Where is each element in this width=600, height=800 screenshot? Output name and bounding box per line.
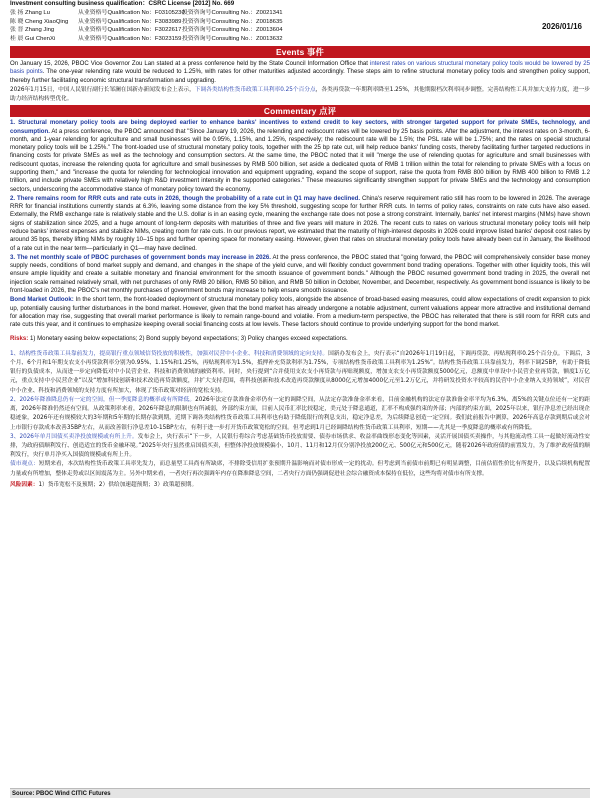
outlook-body: In the short term, the front-loaded deployment of structural monetary policy tools, alongside the absence of broad-based easing measures, could allow expectations of credit expansion to pick up, potentially causing further disturbances in the bond market. However, given that the bond market has already undergone a notable adjustment, current valuations appear more attractive and institutional demand for allocation may rise, suggesting that overall market performance is likely to remain range-bound and volatile. From a medium-term perspective, the PBOC has reiterated that there is still room for RRR cuts and rate cuts this year, and it continues to emphasize keeping overall social financing costs at low levels. These factors should continue to provide underlying support for the bond market.	[10, 296, 590, 329]
analyst-qualification: 从业资格号Qualification No：F3023159	[78, 35, 182, 42]
point-heading: 1. Structural monetary policy tools are being deployed earlier to enhance banks' incentives to extend credit to key sectors, with stronger targeted support for private SMEs, technology, and consumption.	[10, 119, 590, 135]
analyst-list	[10, 9, 302, 43]
point-body: At a press conference, the PBOC announced that "Since January 19, 2026, the relending and rediscount rates will be lowered by 25 basis points. After the adjustment, the interest rates on 3-month, 6-month, and 1-year relending for agriculture and small businesses will be 0.95%, 1.15%, and 1.25%, respectively; the rediscount rate will be 1.5%; the PSL rate will be 1.75%; and the rates on special structural monetary policy tools will be 1.25%." The front-loaded use of structural monetary policy tools, together with the 25 bp rate cut, will help reduce banks' funding costs, thereby facilitating further targeted reductions in financing costs for private SMEs as well as the technology and consumption sectors. At the same time, the PBOC noted that it will "merge the use of relending quotas for agriculture and small businesses with rediscount quotas, increase the relending quota for agriculture and small businesses by RMB 500 billion, set aside a dedicated quota of RMB 1 trillion within the total for relending to private SMEs with a focus on supporting them," and "increase the quota for relending for technological innovation and equipment upgrading, expand the scope of support, raise the quota from RMB 800 billion by RMB 400 billion to RMB 1.2 trillion, and include private SMEs with relatively high R&D investment intensity in the supported categories." These measures significantly strengthen support for private SMEs and the technology and consumption sectors, underscoring the accommodative stance of monetary policy toward the economy.	[10, 127, 590, 193]
commentary-point-3	[10, 254, 590, 295]
events-cn-text: ，各类再贷款一年期利率降至1.25%，其他期限档次利率同步调整。完善结构性工具并加大支持力度，进一步助力经济结构转型优化。	[10, 86, 590, 103]
analyst-qualification: 从业资格号Qualification No：F3022617	[78, 27, 182, 34]
analyst-row	[10, 35, 302, 44]
analyst-consulting: 投资咨询号Consulting No.：Z0021341	[182, 10, 283, 16]
events-en-text: . The one-year relending rate would be reduced to 1.25%, with rates for other maturities adjusted accordingly. These steps aim to refine structural monetary policy tools and strengthen policy support, thereby further facilitating economic structural transformation and upgrading.	[10, 68, 590, 84]
events-chinese	[10, 86, 590, 104]
report-date: 2026/01/16	[541, 22, 582, 31]
commentary-cn-point-1	[10, 350, 590, 396]
events-en-text: On January 15, 2026, PBOC Vice Governor Zou Lan stated at a press conference held by the State Council Information Office that	[10, 60, 370, 67]
analyst-consulting: 投资咨询号Consulting No.：Z0013604	[182, 27, 283, 34]
cn-risks-label: 风险因素：	[10, 481, 39, 488]
analyst-name: 陈 晓 Cheng XiaoQing	[10, 18, 69, 25]
cn-bond-outlook	[10, 460, 590, 478]
analyst-qualification: 从业资格号Qualification No：F03105230	[78, 10, 185, 16]
risks-line	[10, 335, 590, 343]
commentary-cn-point-3	[10, 433, 590, 461]
outlook-heading: Bond Market Outlook:	[10, 296, 74, 304]
commentary-point-2	[10, 195, 590, 253]
events-cn-highlight: 下调各类结构性货币政策工具利率0.25个百分点	[194, 86, 316, 93]
cn-point-body: 2026年法定存款准备金率仍有一定的调降空间，从法定存款准备金率来看，目前金融机构的法定存款准备金率平均为6.3%，离5%的关键点位还有一定的距离，2026年降准仍然还有空间。从政策利率来看，2026年降息的限制也有所减弱，外部约束方面，目前人民币汇率比较稳定，美元处于降息通道，汇率不构成强约束的外部；内部的约束方面，2025年以来，银行净息差已经出现企稳迹象，2026年还有规模较大的3年期和5年期的长期存款到期，近期下调各类结构性货币政策工具利率也有助于降低银行的利息支出，稳定净息差，为后续降息创造一定空间。我们此前报告中测算，2026年高息存款到期后或会对上市银行存款成本改善35BP左右，从而改善银行净息差10-15BP左右，有利于进一步打开货币政策宽松的空间。但考虑到1月已经调降结构性货币政策工具利率，短期——尤其是一季度降息的概率或有所降低。	[10, 396, 590, 431]
cn-point-body: 发布会上，央行表示“下一步，人民银行将综合考虑基础货币投放需要、债券市场供求、收益率曲线形态变化等因素，灵活开展国债买卖操作，与其他流动性工具一起做好流动性安排，为政府债顺利发行、创造适宜的货币金融环境。”2025年央行虽然重启国债买卖，但整体净投放规模偏小，10月、11月和12月仅分别净投放200亿元、500亿元和500亿元，随着2026年政府债的前置发力，为了维护政府债的顺利发行，央行单月净买入国债的规模或有所上升。	[10, 433, 590, 459]
commentary-point-1	[10, 119, 590, 194]
bond-market-outlook	[10, 296, 590, 329]
analyst-row	[10, 18, 302, 27]
events-section-bar: Events 事件	[10, 46, 590, 58]
commentary-section-bar: Commentary 点评	[10, 105, 590, 117]
events-en-highlight: interest rates on various structural monetary policy tools would be lowered by 25 basis points	[10, 60, 590, 76]
cn-risks-body: 1）货币宽松不及预期；2）供给加速超预期；3）政策超预期。	[38, 481, 198, 488]
analyst-consulting: 投资咨询号Consulting No.：Z0018635	[182, 18, 283, 25]
risks-label: Risks:	[10, 335, 29, 343]
analyst-name: 张 扬 Zhang Lu	[10, 10, 50, 16]
point-heading: 3. The net monthly scale of PBOC purchases of government bonds may increase in 2026.	[10, 253, 271, 261]
risks-body: 1) Monetary easing below expectations; 2) Bond supply beyond expectations; 3) Policy changes exceed expectations.	[28, 335, 348, 343]
analyst-name: 张 晋 Zhang Jing	[10, 27, 55, 34]
analyst-consulting: 投资咨询号Consulting No.：Z0013632	[182, 35, 283, 42]
analyst-row	[10, 26, 302, 35]
cn-point-heading: 1、结构性货币政策工具靠前发力，提高银行重点领域信贷投放的积极性，加强对民营中小企业、科技和消费领域的定向支持。	[10, 350, 329, 357]
analyst-qualification: 从业资格号Qualification No：F3083989	[78, 18, 182, 25]
commentary-cn-point-2	[10, 396, 590, 433]
cn-point-heading: 2、2026年降准降息仍有一定的空间，但一季度降息的概率或有所降低。	[10, 396, 196, 403]
analyst-row	[10, 9, 302, 18]
point-body: China's reserve requirement ratio still has room to be lowered in 2026. The average RRR for financial institutions currently stands at 6.3%, leaving some distance from the key 5% threshold, suggesting scope for further RRR cuts. In terms of policy rates, constraints on rate cuts have also eased. Externally, the RMB exchange rate is relatively stable and the U.S. dollar is in an easing cycle, meaning the exchange rate does not pose a strong constraint. Internally, banks' net interest margins (NIMs) have shown signs of stabilization since 2025, and a huge amount of long-term deposits with maturities of three and five years will mature in 2026. The recent cuts to rates on various structural monetary policy tools will help reduce banks' interest expenses and stabilize NIMs, creating room for rate cuts. In our previous report, we estimated that the maturity of high-interest deposits in 2026 could improve listed banks' deposit cost rates by around 35 bps, thereby lifting NIMs by roughly 10–15 bps and further opening space for monetary easing. However, given that rates on structural monetary policy tools have already been cut in January, the likelihood of a rate cut in the near term—particularly in Q1—may have declined.	[10, 194, 591, 252]
point-heading: 2. There remains room for RRR cuts and rate cuts in 2026, though the probability of a rate cut in Q1 may have declined.	[10, 194, 361, 202]
point-body: At the press conference, the PBOC stated that "going forward, the PBOC will comprehensively consider base money supply needs, conditions of bond market supply and demand, and changes in the shape of the yield curve, and will flexibly conduct government bond trading operations. Together with other liquidity tools, this will ensure ample liquidity and create a suitable monetary and financial environment for the smooth issuance of government bonds." Although the PBOC resumed government bond trading in 2025, the overall net injection scale remained relatively small, with net purchases of only RMB 20 billion, RMB 50 billion, and RMB 50 billion in October, November, and December, respectively. As government bond issuance is likely to be front-loaded in 2026, the PBOC's net monthly purchases of government bonds may increase to help ensure smooth issuance.	[10, 253, 590, 294]
analyst-name: 桂 晨 Gui ChenXi	[10, 35, 56, 42]
events-english	[10, 60, 590, 85]
cn-risks-line	[10, 481, 590, 490]
license-line: Investment consulting business qualification：CSRC License [2012] No. 669	[10, 0, 235, 7]
report-header	[10, 9, 590, 45]
cn-point-body: 国新办发布会上，央行表示“自2026年1月19日起，下调再贷款、再贴现利率0.25个百分点。下调后，3个月、6个月和1年期支农支小再贷款利率分别为0.95%、1.15%和1.25%，再贴现利率为1.5%，抵押补充贷款利率为1.75%，专项结构性货币政策工具利率为1.25%”。结构性货币政策工具靠前发力，利率下调25BP，有助于降低银行的负债成本，从而进一步定向降低对中小民营企业、科技和消费领域的融资利率。同时，央行提到“合并使用支农支小再贷款与再贴现额度，增加支农支小再贷款额度5000亿元，总额度中单设中小民营企业再贷款，额度1万亿元，重点支持中小民营企业”以及“增加科技创新和技术改造再贷款额度，并扩大支持范围，将科技创新和技术改造再贷款额度从8000亿元增加4000亿元至1.2万亿元，并将研发投资水平较高的民营中小企业纳入支持领域”，对民营中小企业、科技和消费领域的支持力度有所加大，体现了货币政策对经济的宽松支持。	[10, 350, 590, 394]
source-footer: Source: PBOC Wind CITIC Futures	[10, 788, 590, 798]
cn-outlook-body: 短期来看，本次结构性货币政策工具率先发力，而总量型工具尚有所缺席，不排除受信用扩张预期升温影响而对债市形成一定的扰动。但考虑到当前债市前期已有明显调整，目前估值性价比有所提升，以及后续机构配置力量或有所增加，整体走势或以区间震荡为主。另外中期来看，一者央行再次强调年内存在降准降息空间，二者央行方面仍强调促进社会综合融资成本保持在低位，这些均将对债市有所支撑。	[10, 461, 591, 477]
cn-outlook-heading: 债市观点：	[10, 461, 39, 468]
events-cn-text: 2026年1月15日，中国人民银行副行长邹澜在国新办新闻发布会上表示，	[10, 86, 195, 93]
cn-point-heading: 3、2026年单月国债买卖净投放规模或有所上升。	[10, 433, 138, 440]
